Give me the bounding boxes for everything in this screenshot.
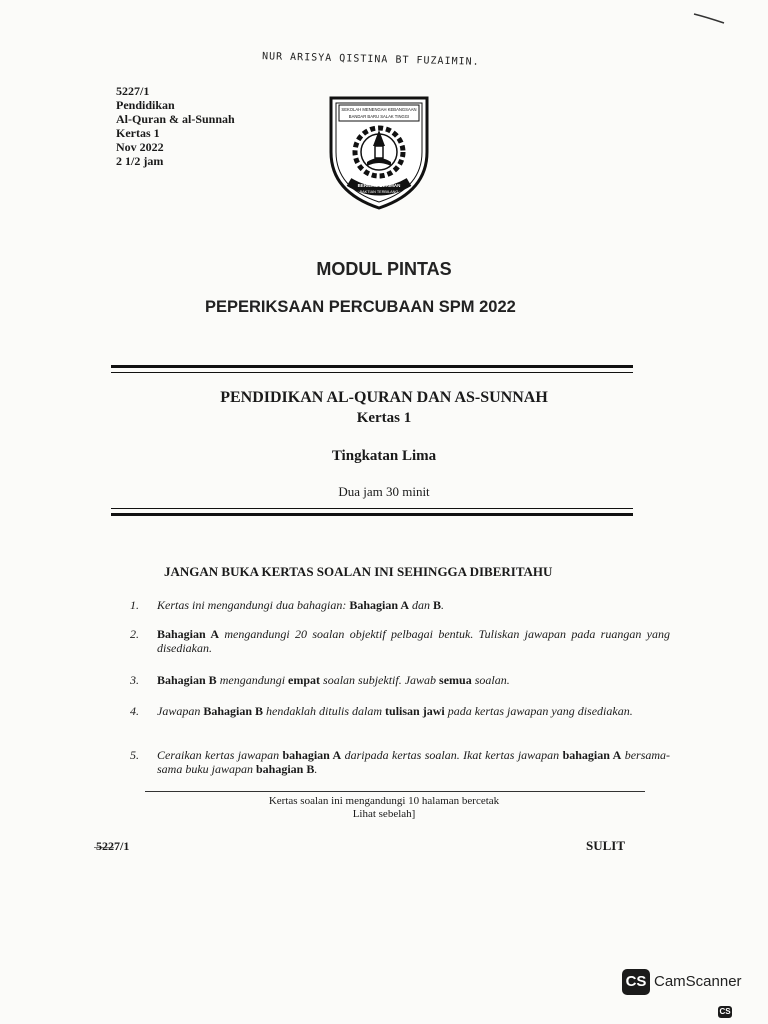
instruction-text: Jawapan Bahagian B hendaklah ditulis dalam tulisan jawi pada kertas jawapan yang disediakan. — [157, 704, 633, 718]
subject-line-2: Al-Quran & al-Sunnah — [116, 112, 235, 126]
crest-motto-2: BAKTIAN TERBILANG — [359, 190, 399, 194]
instruction-item — [130, 704, 670, 718]
classification-label: SULIT — [586, 838, 626, 853]
subject-paper: Kertas 1 — [356, 410, 412, 426]
instruction-number: 2. — [130, 627, 139, 641]
paper-number: Kertas 1 — [116, 126, 160, 140]
paper-header-block — [116, 84, 235, 168]
bottom-divider-thin — [111, 508, 633, 509]
exam-time: Dua jam 30 minit — [338, 484, 430, 499]
exam-title: PEPERIKSAAN PERCUBAAN SPM 2022 — [205, 298, 516, 316]
crest-top-text-2: BANDAR BARU SALAK TINGGI — [348, 114, 410, 119]
camscanner-logo-icon: CS — [622, 969, 650, 995]
top-divider-thin — [111, 372, 633, 373]
subject-line-1: Pendidikan — [116, 98, 175, 112]
bottom-divider-thick — [111, 513, 633, 516]
footer-paper-code: 5227/1 — [96, 839, 130, 853]
instruction-text: Kertas ini mengandungi dua bahagian: Bahagian A dan B. — [157, 598, 445, 612]
crest-motto: BERILMU BERIMAN — [357, 183, 401, 188]
subject-title: PENDIDIKAN AL-QURAN DAN AS-SUNNAH — [220, 389, 548, 406]
school-crest-logo — [325, 90, 433, 212]
camscanner-mini-icon: CS — [719, 1007, 731, 1016]
pen-stroke-mark — [692, 11, 726, 25]
instruction-item — [130, 748, 670, 776]
do-not-open-warning: JANGAN BUKA KERTAS SOALAN INI SEHINGGA DIBERITAHU — [164, 564, 553, 579]
footer-divider — [145, 791, 645, 792]
page-count-note: Kertas soalan ini mengandungi 10 halaman bercetak — [268, 795, 500, 807]
exam-date: Nov 2022 — [116, 140, 164, 154]
paper-code: 5227/1 — [116, 84, 150, 98]
instruction-text: Bahagian A mengandungi 20 soalan objektif pelbagai bentuk. Tuliskan jawapan pada ruangan yang disediakan. — [157, 627, 670, 655]
handwritten-student-name: NUR ARISYA QISTINA BT FUZAIMIN. — [261, 51, 480, 68]
form-level: Tingkatan Lima — [331, 448, 437, 464]
instruction-number: 5. — [130, 748, 139, 762]
instruction-number: 1. — [130, 598, 139, 612]
module-title: MODUL PINTAS — [316, 259, 452, 279]
instruction-text: Bahagian B mengandungi empat soalan subjektif. Jawab semua soalan. — [157, 673, 510, 687]
instruction-item — [130, 598, 670, 612]
exam-duration: 2 1/2 jam — [116, 154, 164, 168]
instruction-item — [130, 627, 670, 655]
instruction-text: Ceraikan kertas jawapan bahagian A daripada kertas soalan. Ikat kertas jawapan bahagian A bersama-sama buku jawapan bahagian B. — [157, 748, 671, 776]
crest-top-text: SEKOLAH MENENGAH KEBANGSAAN — [341, 107, 417, 112]
camscanner-brand: CamScanner — [654, 973, 742, 990]
instruction-number: 3. — [130, 673, 139, 687]
top-divider-thick — [111, 365, 633, 368]
instruction-item — [130, 673, 670, 687]
instruction-number: 4. — [130, 704, 139, 718]
turn-over-note: Lihat sebelah] — [352, 808, 416, 820]
